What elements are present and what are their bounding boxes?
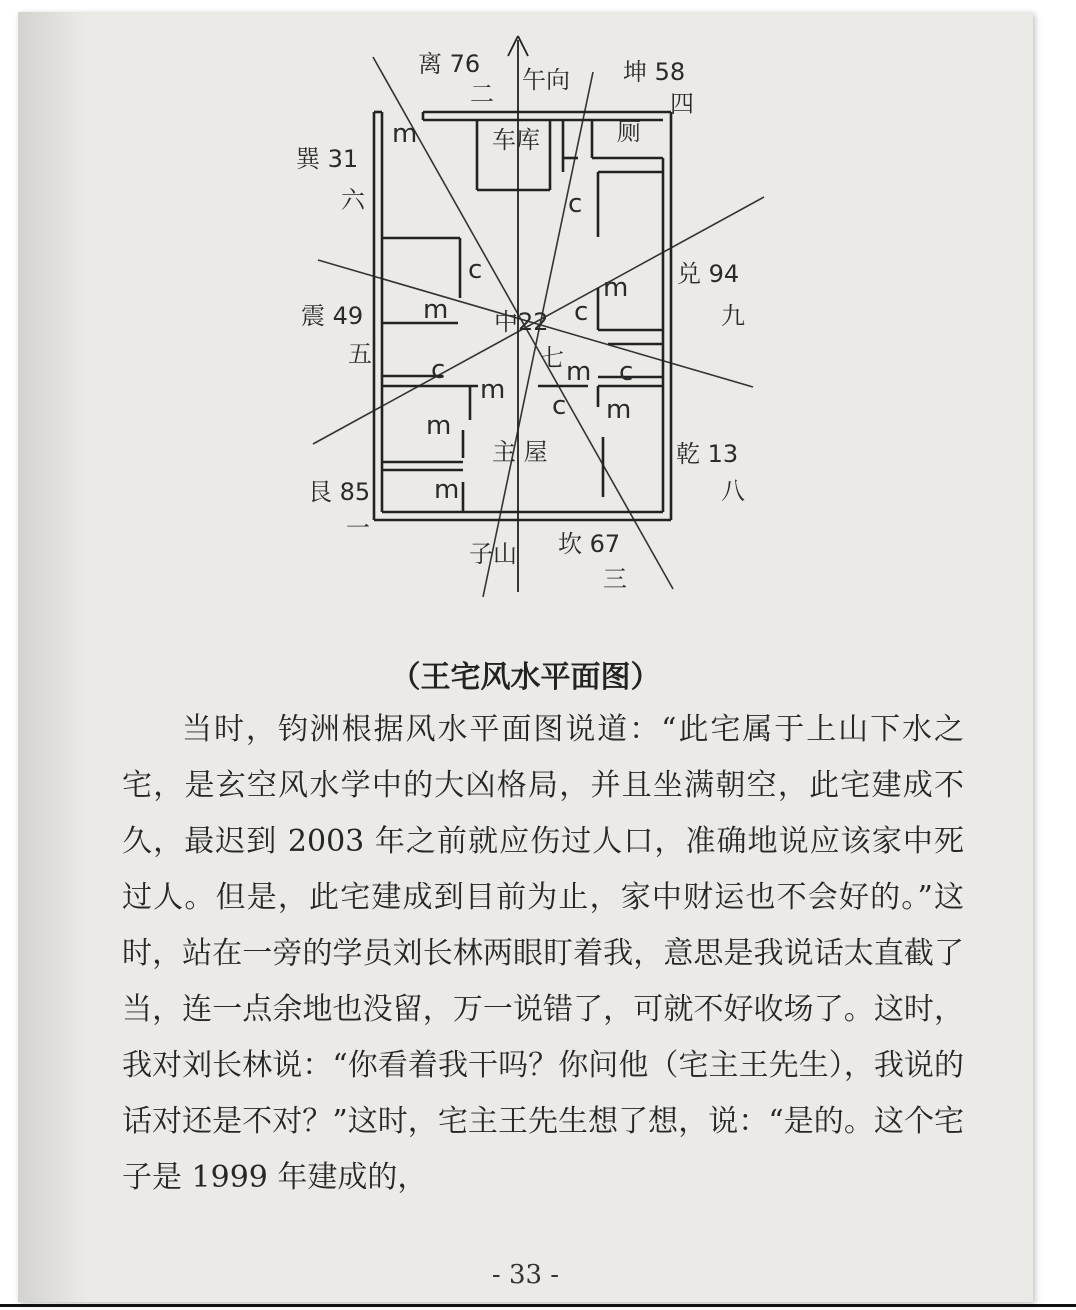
star-gen: 一	[346, 514, 370, 542]
marker-m: m	[392, 119, 418, 149]
direction-dui: 兑 94	[677, 260, 740, 288]
star-xun: 六	[341, 186, 365, 214]
marker-c: c	[619, 357, 634, 387]
garage-label: 车库	[492, 126, 540, 154]
floor-plan-diagram	[18, 12, 1033, 632]
direction-gen: 艮 85	[308, 478, 371, 506]
marker-m: m	[480, 375, 506, 405]
star-li: 二	[470, 80, 494, 108]
marker-m: m	[434, 475, 460, 505]
sitting-label: 子山	[469, 540, 517, 568]
marker-m: m	[566, 357, 592, 387]
main-house-label: 主 屋	[492, 438, 548, 466]
marker-c: c	[552, 391, 567, 421]
figure-caption: （王宅风水平面图）	[390, 660, 661, 695]
body-text	[122, 702, 964, 1206]
marker-m: m	[423, 295, 449, 325]
marker-m: m	[426, 411, 452, 441]
star-qian: 八	[721, 477, 745, 505]
direction-kan: 坎 67	[558, 530, 621, 558]
facing-label: 午向	[522, 66, 570, 94]
direction-zhen: 震 49	[301, 302, 364, 330]
marker-m: m	[603, 273, 629, 303]
marker-c: c	[431, 355, 446, 385]
direction-kun: 坤 58	[623, 58, 686, 86]
direction-li: 离 76	[418, 50, 481, 78]
seven-label: 七	[540, 344, 564, 372]
star-dui: 九	[721, 302, 745, 330]
direction-qian: 乾 13	[676, 440, 739, 468]
book-page	[18, 12, 1033, 1302]
direction-xun: 巽 31	[296, 145, 359, 173]
marker-m: m	[606, 395, 632, 425]
page-number: - 33 -	[491, 1260, 560, 1290]
star-zhen: 五	[348, 340, 372, 368]
marker-c: c	[468, 255, 483, 285]
toilet-label: 厕	[617, 118, 641, 146]
bottom-divider	[0, 1304, 1076, 1307]
star-kan: 三	[603, 565, 627, 593]
marker-c: c	[568, 189, 583, 219]
paragraph: 当时，钧洲根据风水平面图说道：“此宅属于上山下水之宅，是玄空风水学中的大凶格局，并且坐满朝空，此宅建成不久，最迟到 2003 年之前就应伤过人口，准确地说应该家中死过人。但是，此宅建成到目前为止，家中财运也不会好的。”这时，站在一旁的学员刘长林两眼盯着我，意思是我说话太直截了当，连一点余地也没留，万一说错了，可就不好收场了。这时，我对刘长林说：“你看着我干吗？你问他（宅主王先生），我说的话对还是不对？”这时，宅主王先生想了想，说：“是的。这个宅子是 1999 年建成的，	[122, 712, 964, 1195]
marker-c: c	[574, 297, 589, 327]
star-kun: 四	[670, 90, 694, 118]
center-label: 中22	[494, 308, 549, 336]
